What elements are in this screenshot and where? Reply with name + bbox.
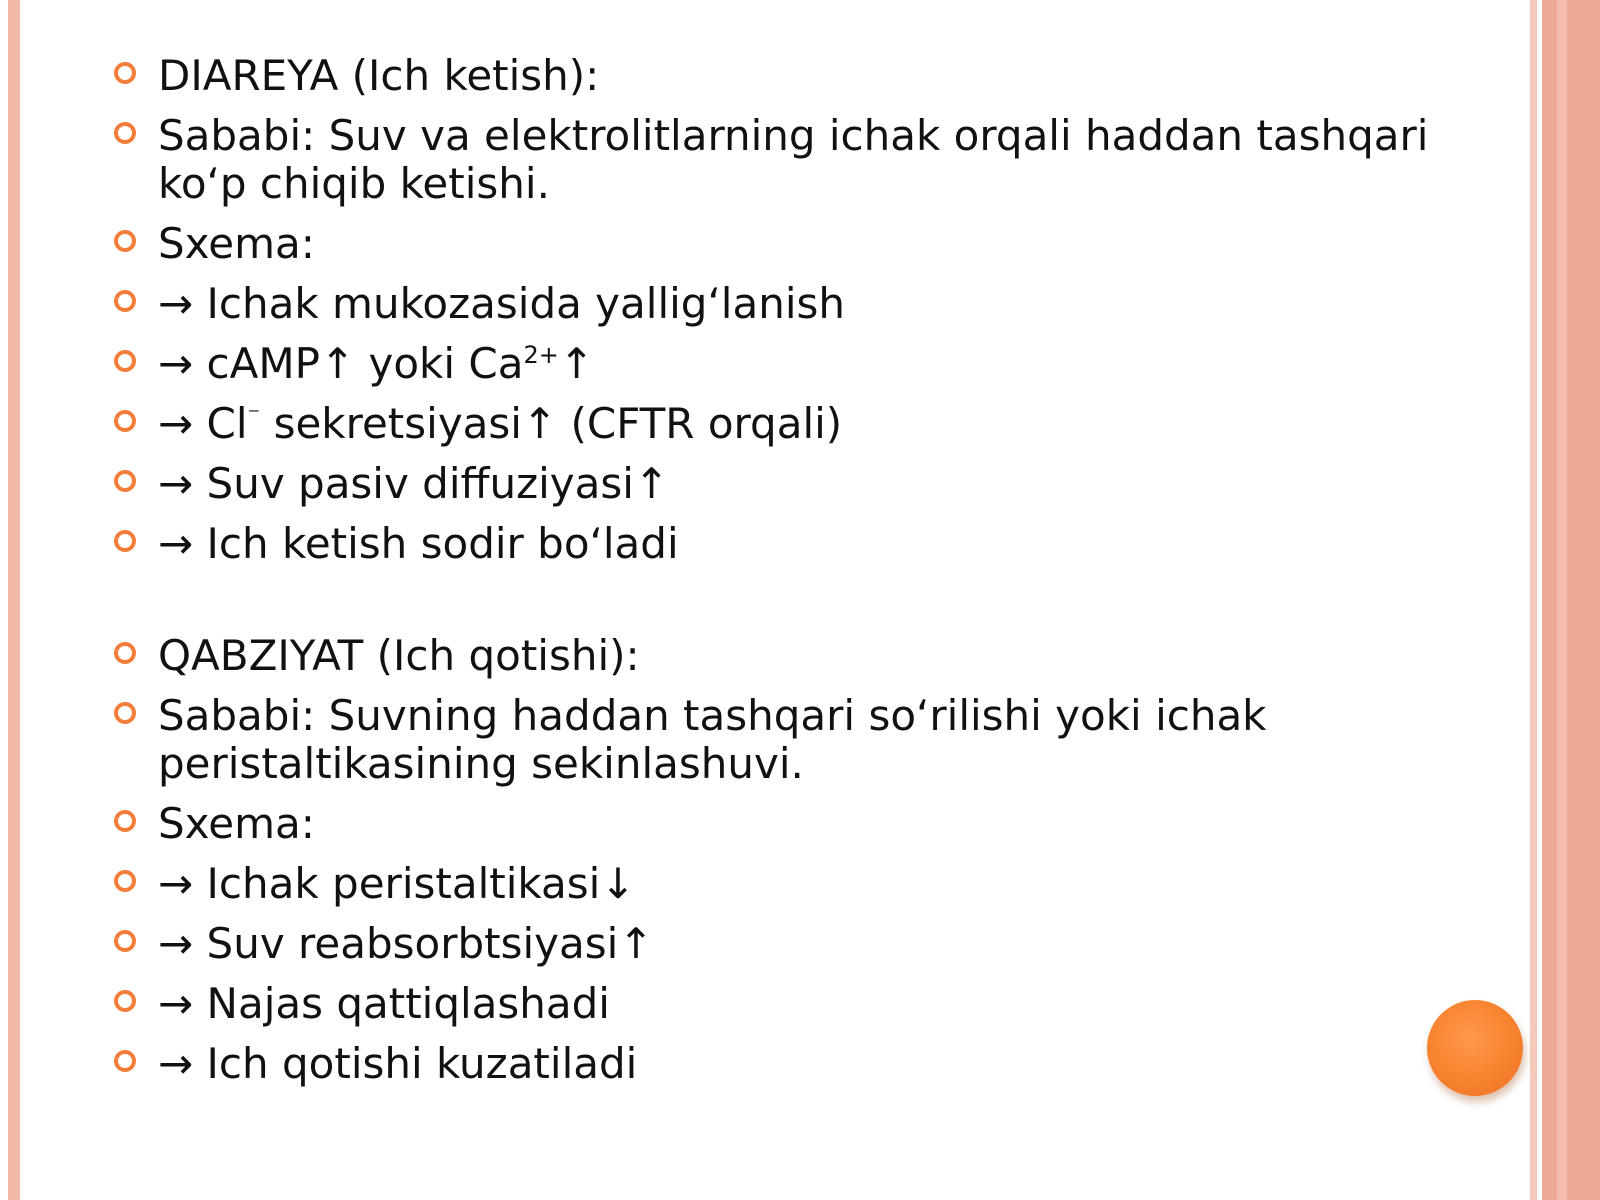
list-item-diareya-step2 — [108, 340, 1488, 388]
list-item-qabziyat-step4 — [108, 1040, 1488, 1088]
list-item-diareya-scheme — [108, 220, 1488, 268]
bullet-circle-icon — [114, 530, 136, 552]
bullet-list — [108, 52, 1488, 1100]
left-accent-band — [8, 0, 20, 1200]
qabziyat-step4: → Ich qotishi kuzatiladi — [158, 1039, 638, 1088]
qabziyat-heading: QABZIYAT (Ich qotishi): — [158, 631, 640, 680]
orange-circle-decoration — [1427, 1000, 1523, 1096]
bullet-circle-icon — [114, 642, 136, 664]
bullet-circle-icon — [114, 810, 136, 832]
bullet-circle-icon — [114, 350, 136, 372]
qabziyat-step3: → Najas qattiqlashadi — [158, 979, 610, 1028]
qabziyat-cause: Sababi: Suvning haddan tashqari so‘rilishi yoki ichak peristaltikasining sekinlashuvi. — [158, 691, 1267, 788]
diareya-scheme-label: Sxema: — [158, 219, 315, 268]
diareya-step2-text: → cAMP↑ yoki Ca — [158, 339, 524, 388]
list-item-diareya-cause — [108, 112, 1488, 208]
list-item-qabziyat-step1 — [108, 860, 1488, 908]
bullet-circle-icon — [114, 930, 136, 952]
diareya-step2 — [158, 339, 594, 388]
diareya-step3-rest: sekretsiyasi↑ (CFTR orqali) — [260, 399, 843, 448]
right-accent-stripe — [1530, 0, 1537, 1200]
bullet-circle-icon — [114, 122, 136, 144]
qabziyat-step1: → Ichak peristaltikasi↓ — [158, 859, 636, 908]
qabziyat-step2: → Suv reabsorbtsiyasi↑ — [158, 919, 654, 968]
bullet-circle-icon — [114, 990, 136, 1012]
list-item-qabziyat-cause — [108, 692, 1488, 788]
bullet-circle-icon — [114, 410, 136, 432]
diareya-step3-superscript: ⁻ — [247, 401, 261, 429]
right-accent-band — [1542, 0, 1600, 1200]
diareya-step5: → Ich ketish sodir bo‘ladi — [158, 519, 679, 568]
list-item-diareya-step4 — [108, 460, 1488, 508]
list-item-diareya-step3 — [108, 400, 1488, 448]
bullet-circle-icon — [114, 290, 136, 312]
bullet-circle-icon — [114, 62, 136, 84]
list-item-qabziyat-step3 — [108, 980, 1488, 1028]
list-item-qabziyat-heading — [108, 632, 1488, 680]
bullet-circle-icon — [114, 230, 136, 252]
diareya-step2-arrow: ↑ — [558, 339, 595, 388]
bullet-circle-icon — [114, 870, 136, 892]
diareya-step2-superscript: 2+ — [523, 341, 559, 369]
diareya-step4: → Suv pasiv diffuziyasi↑ — [158, 459, 670, 508]
list-item-diareya-step1 — [108, 280, 1488, 328]
diareya-cause: Sababi: Suv va elektrolitlarning ichak orqali haddan tashqari ko‘p chiqib ketishi. — [158, 111, 1429, 208]
bullet-circle-icon — [114, 1050, 136, 1072]
diareya-heading: DIAREYA (Ich ketish): — [158, 51, 600, 100]
bullet-circle-icon — [114, 470, 136, 492]
diareya-step3-text: → Cl — [158, 399, 248, 448]
right-accent-stripe-inner — [1557, 0, 1567, 1200]
list-item-qabziyat-scheme — [108, 800, 1488, 848]
qabziyat-scheme-label: Sxema: — [158, 799, 315, 848]
list-item-diareya-heading — [108, 52, 1488, 100]
list-item-diareya-step5 — [108, 520, 1488, 568]
diareya-step1: → Ichak mukozasida yallig‘lanish — [158, 279, 845, 328]
bullet-circle-icon — [114, 702, 136, 724]
diareya-step3 — [158, 399, 842, 448]
list-item-qabziyat-step2 — [108, 920, 1488, 968]
